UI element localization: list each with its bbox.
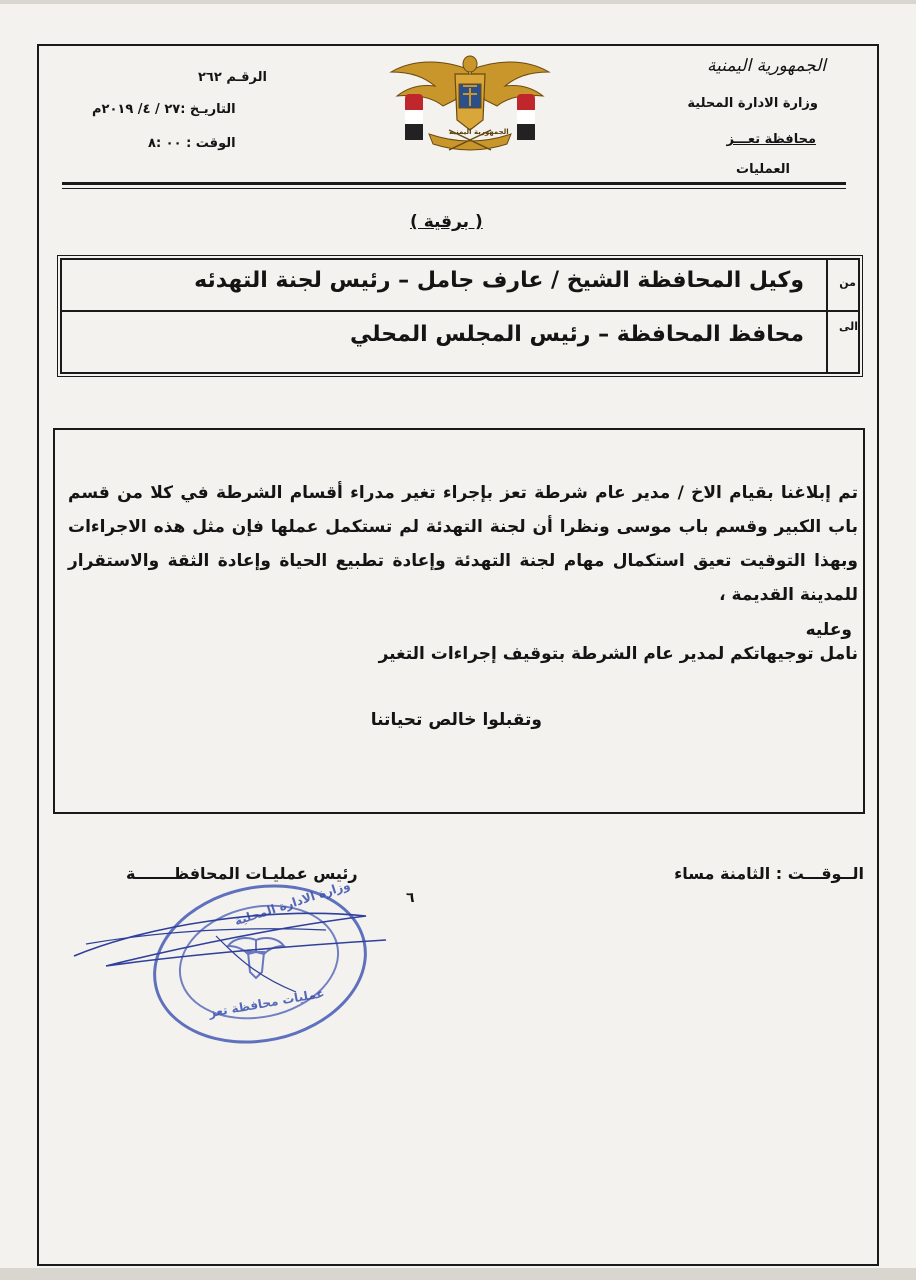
header-rule (62, 182, 846, 185)
from-label: من (839, 276, 856, 289)
document-date: التاريـخ :٢٧ / ٤/ ٢٠١٩م (92, 102, 236, 117)
message-closing: وتقبلوا خالص تحياتنا (370, 710, 542, 730)
message-request: نامل توجيهاتكم لمدير عام الشرطة بتوقيف إجراءات التغير (378, 644, 858, 664)
department-name: العمليات (736, 162, 790, 177)
governorate-name: محافظة تعـــز (726, 132, 816, 147)
yemen-emblem (385, 50, 555, 154)
from-value: وكيل المحافظة الشيخ / عارف جامل – رئيس لجنة التهدئه (194, 268, 804, 293)
document-sheet (0, 4, 916, 1268)
handwritten-mark: ٦ (406, 890, 415, 906)
to-value: محافظ المحافظة – رئيس المجلس المحلي (350, 322, 804, 347)
address-divider-v (826, 258, 828, 374)
signatory-title: رئيس عمليـات المحافظـــــــة (126, 864, 358, 883)
reference-number: الرقـم ٢٦٢ (198, 70, 267, 85)
header-rule-thin (62, 188, 846, 189)
address-divider-h (60, 310, 860, 312)
stamp-ring-text: وزارة الادارة المحلية (232, 877, 352, 929)
republic-script: الجمهورية اليمنية (706, 56, 826, 76)
message-paragraph: تم إبلاغنا بقيام الاخ / مدير عام شرطة تعز بإجراء تغير مدراء أقسام الشرطة في كلا من قسم باب الكبير وقسم باب موسى ونظرا أن لجنة التهدئة لم تستكمل عملها فإن مثل هذه الاجراءات وبهذا التوقيت تعيق استكمال مهام لجنة التهدئة وإعادة تطبيع الحياة وإعادة الثقة والاستقرار للمدينة القديمة ، (68, 483, 858, 605)
ministry-name: وزارة الادارة المحلية (687, 96, 818, 111)
signature-scribble (66, 896, 396, 1016)
document-time: الوقت : ٠٠ :٨ (148, 136, 236, 151)
stamp-bottom-text: عمليات محافظة تعز (207, 985, 326, 1021)
eagle-emblem-icon (385, 50, 555, 154)
emblem-banner: الجمهورية اليمنية (449, 128, 509, 136)
to-label: الى (838, 320, 858, 333)
message-therefore: وعليه (805, 620, 852, 640)
sent-time: الــوقـــت : الثامنة مساء (674, 864, 864, 883)
document-title: ( برقية ) (410, 212, 483, 232)
